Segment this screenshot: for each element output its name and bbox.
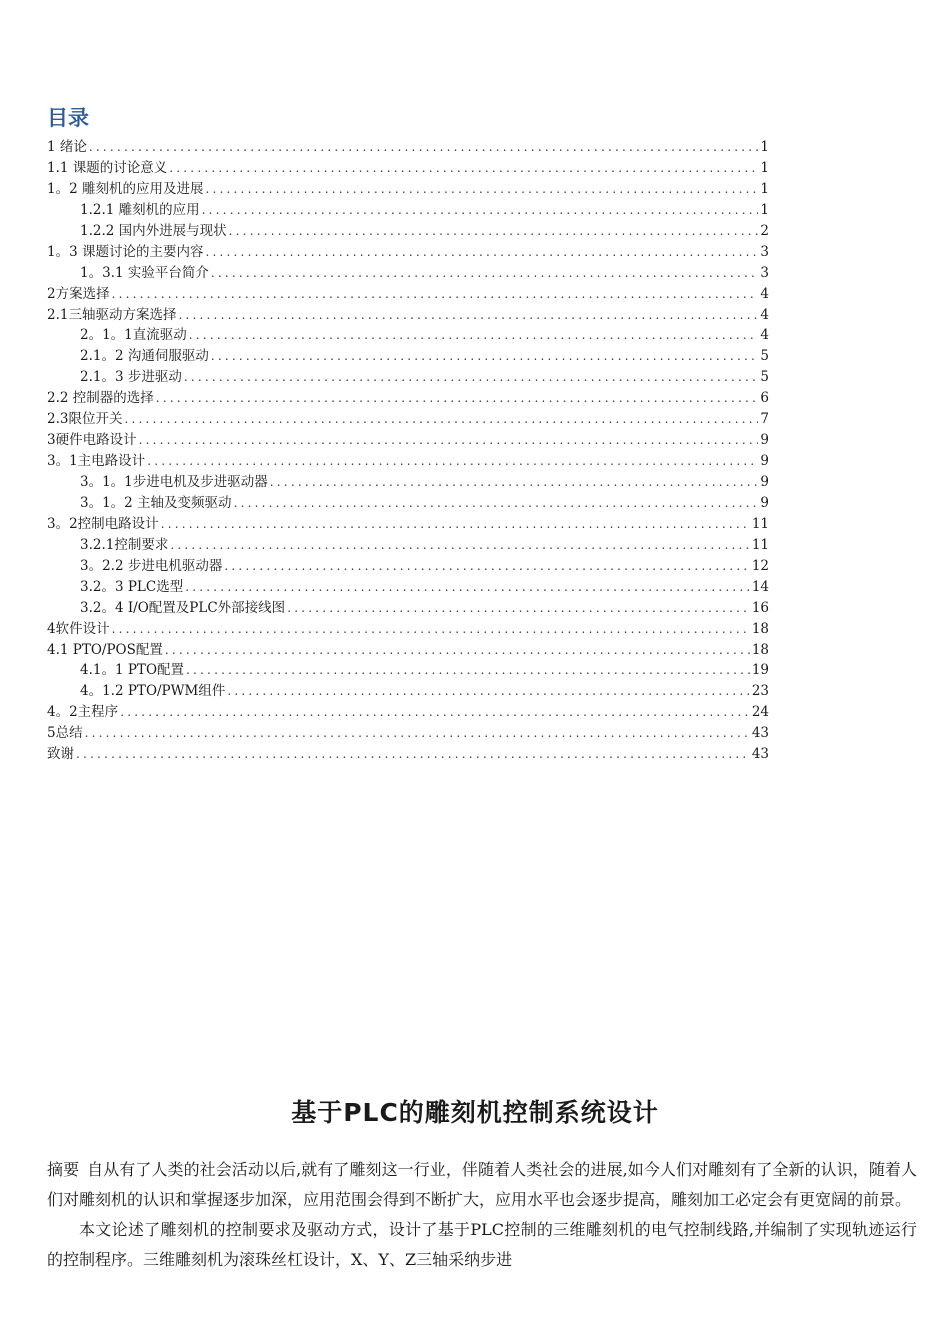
toc-entry[interactable] xyxy=(47,367,769,388)
toc-entry-title: 3。1主电路设计 xyxy=(47,453,146,470)
abstract-paragraph-2: 本文论述了雕刻机的控制要求及驱动方式，设计了基于PLC控制的三维雕刻机的电气控制线路,并编制了实现轨迹运行的控制程序。三维雕刻机为滚珠丝杠设计，X、Y、Z三轴采纳步进 xyxy=(47,1220,917,1269)
toc-dot-leader xyxy=(139,430,759,451)
toc-dot-leader xyxy=(270,472,759,493)
toc-dot-leader xyxy=(224,556,749,577)
toc-dot-leader xyxy=(120,702,750,723)
toc-dot-leader xyxy=(227,681,749,702)
toc-entry[interactable] xyxy=(47,305,769,326)
toc-entry[interactable] xyxy=(47,514,769,535)
toc-entry-title: 4。2主程序 xyxy=(47,704,119,721)
toc-page-number: 12 xyxy=(751,557,769,574)
toc-entry-title: 2。1。1直流驱动 xyxy=(80,327,187,344)
toc-page-number: 2 xyxy=(760,222,769,239)
toc-dot-leader xyxy=(234,493,759,514)
toc-entry[interactable] xyxy=(47,451,769,472)
toc-entry-title: 3.2。3 PLC选型 xyxy=(80,578,184,595)
toc-entry[interactable] xyxy=(47,346,769,367)
toc-page-number: 9 xyxy=(760,494,769,511)
toc-page-number: 11 xyxy=(751,536,769,553)
toc-entry[interactable] xyxy=(47,179,769,200)
toc-entry[interactable] xyxy=(47,702,769,723)
toc-entry-title: 2方案选择 xyxy=(47,285,110,302)
toc-entry[interactable] xyxy=(47,284,769,305)
toc-entry[interactable] xyxy=(47,242,769,263)
toc-page-number: 23 xyxy=(751,683,769,700)
toc-page-number: 3 xyxy=(760,264,769,281)
abstract-label: 摘要 xyxy=(47,1160,80,1179)
toc-entry-title: 1.2.2 国内外进展与现状 xyxy=(80,222,227,239)
toc-dot-leader xyxy=(156,388,759,409)
toc-entry[interactable] xyxy=(47,430,769,451)
toc-entry-title: 1 绪论 xyxy=(47,139,87,155)
toc-dot-leader xyxy=(89,137,759,158)
toc-page-number: 4 xyxy=(760,327,769,344)
toc-dot-leader xyxy=(169,158,758,179)
toc-dot-leader xyxy=(165,640,750,661)
table-of-contents xyxy=(47,137,769,765)
toc-entry[interactable] xyxy=(47,221,769,242)
toc-entry[interactable] xyxy=(47,535,769,556)
toc-entry-title: 4.1。1 PTO配置 xyxy=(80,662,185,679)
toc-page-number: 19 xyxy=(751,662,769,679)
toc-dot-leader xyxy=(185,577,750,598)
abstract-text-1: 自从有了人类的社会活动以后,就有了雕刻这一行业，伴随着人类社会的进展,如今人们对雕刻有了全新的认识，随着人们对雕刻机的认识和掌握逐步加深，应用范围会得到不断扩大，应用水平也会逐步提高，雕刻加工必定会有更宽阔的前景。 xyxy=(47,1160,917,1209)
toc-page-number: 24 xyxy=(751,704,769,721)
toc-page-number: 3 xyxy=(760,243,769,260)
toc-dot-leader xyxy=(147,451,758,472)
abstract xyxy=(47,1155,917,1275)
toc-dot-leader xyxy=(161,514,750,535)
toc-entry-title: 1.2.1 雕刻机的应用 xyxy=(80,201,200,218)
toc-entry[interactable] xyxy=(47,325,769,346)
toc-page-number: 6 xyxy=(760,390,769,407)
toc-dot-leader xyxy=(229,221,759,242)
toc-dot-leader xyxy=(211,263,759,284)
toc-dot-leader xyxy=(287,598,750,619)
toc-page-number: 7 xyxy=(760,411,769,428)
toc-entry[interactable] xyxy=(47,263,769,284)
toc-entry-title: 3.2.1控制要求 xyxy=(80,536,169,553)
toc-entry-title: 3。1。1步进电机及步进驱动器 xyxy=(80,474,268,490)
toc-entry[interactable] xyxy=(47,472,769,493)
toc-dot-leader xyxy=(186,660,750,681)
toc-page-number: 11 xyxy=(751,515,769,532)
toc-page-number: 5 xyxy=(760,348,769,365)
toc-dot-leader xyxy=(184,367,759,388)
toc-dot-leader xyxy=(112,619,750,640)
toc-entry[interactable] xyxy=(47,619,769,640)
toc-entry-title: 4软件设计 xyxy=(47,620,110,637)
toc-entry-title: 3。2.2 步进电机驱动器 xyxy=(80,557,223,574)
toc-heading: 目录 xyxy=(47,106,89,130)
toc-entry-title: 1。3.1 实验平台简介 xyxy=(80,264,209,281)
toc-dot-leader xyxy=(112,284,759,305)
toc-entry-title: 致谢 xyxy=(47,746,74,763)
toc-entry[interactable] xyxy=(47,493,769,514)
toc-entry[interactable] xyxy=(47,681,769,702)
toc-entry-title: 2.1。3 步进驱动 xyxy=(80,369,182,386)
toc-entry-title: 4。1.2 PTO/PWM组件 xyxy=(80,683,226,700)
toc-page-number: 1 xyxy=(760,159,769,176)
toc-entry[interactable] xyxy=(47,137,769,158)
toc-entry-title: 3.2。4 I/O配置及PLC外部接线图 xyxy=(80,599,286,616)
toc-page-number: 1 xyxy=(760,180,769,197)
toc-entry-title: 3硬件电路设计 xyxy=(47,432,137,449)
toc-dot-leader xyxy=(124,409,758,430)
toc-page-number: 9 xyxy=(760,453,769,470)
toc-entry-title: 1.1 课题的讨论意义 xyxy=(47,159,168,176)
toc-dot-leader xyxy=(211,346,759,367)
toc-entry-title: 2.1。2 沟通伺服驱动 xyxy=(80,348,209,365)
toc-entry[interactable] xyxy=(47,640,769,661)
toc-page-number: 9 xyxy=(760,474,769,490)
toc-page-number: 9 xyxy=(760,432,769,449)
toc-dot-leader xyxy=(205,179,758,200)
toc-page-number: 43 xyxy=(751,746,769,763)
toc-dot-leader xyxy=(170,535,749,556)
toc-dot-leader xyxy=(76,744,750,765)
toc-dot-leader xyxy=(85,723,750,744)
toc-entry[interactable] xyxy=(47,388,769,409)
toc-page-number: 43 xyxy=(751,725,769,742)
toc-entry[interactable] xyxy=(47,744,769,765)
toc-entry-title: 3。1。2 主轴及变频驱动 xyxy=(80,494,232,511)
toc-entry-title: 2.2 控制器的选择 xyxy=(47,390,154,407)
toc-entry-title: 2.1三轴驱动方案选择 xyxy=(47,306,177,323)
toc-entry-title: 1。3 课题讨论的主要内容 xyxy=(47,243,204,260)
toc-page-number: 1 xyxy=(760,139,769,155)
toc-page-number: 14 xyxy=(751,578,769,595)
toc-entry[interactable] xyxy=(47,577,769,598)
toc-page-number: 5 xyxy=(760,369,769,386)
toc-page-number: 16 xyxy=(751,599,769,616)
toc-entry[interactable] xyxy=(47,200,769,221)
toc-entry-title: 5总结 xyxy=(47,725,83,742)
toc-entry-title: 1。2 雕刻机的应用及进展 xyxy=(47,180,204,197)
abstract-paragraph-1 xyxy=(47,1155,917,1215)
toc-entry[interactable] xyxy=(47,598,769,619)
toc-page-number: 1 xyxy=(760,201,769,218)
toc-dot-leader xyxy=(189,325,759,346)
toc-entry-title: 2.3限位开关 xyxy=(47,411,123,428)
toc-page-number: 4 xyxy=(760,285,769,302)
toc-dot-leader xyxy=(205,242,758,263)
document-title: 基于PLC的雕刻机控制系统设计 xyxy=(291,1098,659,1127)
toc-entry-title: 4.1 PTO/POS配置 xyxy=(47,641,163,658)
toc-dot-leader xyxy=(202,200,759,221)
toc-page-number: 18 xyxy=(751,641,769,658)
toc-entry[interactable] xyxy=(47,409,769,430)
toc-entry-title: 3。2控制电路设计 xyxy=(47,515,159,532)
toc-entry[interactable] xyxy=(47,158,769,179)
toc-page-number: 18 xyxy=(751,620,769,637)
toc-dot-leader xyxy=(178,305,758,326)
toc-entry[interactable] xyxy=(47,723,769,744)
toc-page-number: 4 xyxy=(760,306,769,323)
toc-entry[interactable] xyxy=(47,660,769,681)
toc-entry[interactable] xyxy=(47,556,769,577)
